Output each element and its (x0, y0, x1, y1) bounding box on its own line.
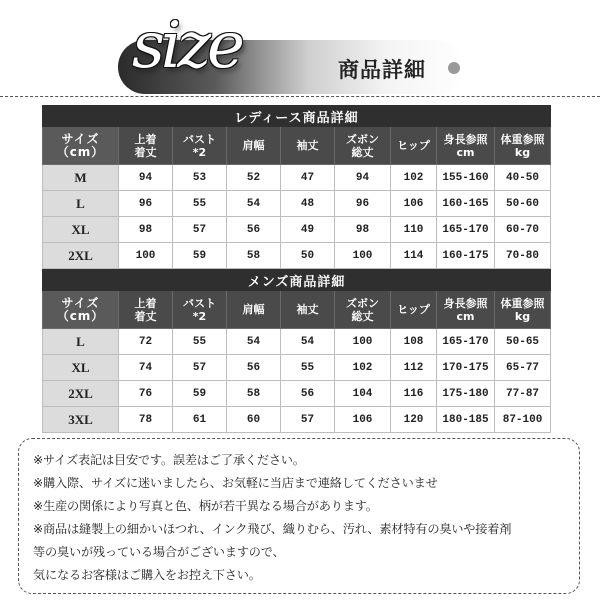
column-header-label: 身長参照 (443, 296, 488, 310)
size-label-cell: 3XL (43, 407, 119, 433)
column-header-size (43, 127, 119, 165)
table-cell: 87-100 (495, 407, 551, 433)
column-header (495, 127, 551, 165)
table-row (43, 165, 551, 191)
table-cell: 76 (119, 381, 173, 407)
table-cell: 106 (391, 191, 437, 217)
column-header-label: 肩幅 (242, 139, 265, 152)
table-cell: 53 (173, 165, 227, 191)
table-cell: 65-77 (495, 355, 551, 381)
column-header-label: kg (514, 145, 531, 159)
column-header (437, 127, 495, 165)
note-line: ※生産の関係により写真と色、柄が若干異なる場合があります。 (33, 499, 378, 513)
table-cell: 59 (173, 381, 227, 407)
note-line: 等の臭いが残っている場合がございますので、 (33, 545, 285, 559)
table-cell: 54 (227, 191, 281, 217)
size-label-cell: 2XL (43, 381, 119, 407)
column-header (119, 127, 173, 165)
column-header (391, 291, 437, 329)
table-cell: 98 (119, 217, 173, 243)
table-row (43, 217, 551, 243)
notes-box (18, 438, 580, 594)
column-header-label: バスト (183, 296, 216, 310)
size-label-cell: L (43, 329, 119, 355)
column-header-size (43, 291, 119, 329)
table-cell: 106 (335, 407, 391, 433)
table-cell: 120 (391, 407, 437, 433)
table-cell: 57 (173, 217, 227, 243)
table-row (43, 191, 551, 217)
column-header-label: 着丈 (134, 145, 157, 159)
table-cell: 56 (227, 217, 281, 243)
column-header-label: 身長参照 (443, 132, 488, 146)
table-cell: 61 (173, 407, 227, 433)
size-label-cell: XL (43, 355, 119, 381)
table-cell: 47 (281, 165, 335, 191)
column-header (437, 291, 495, 329)
table-cell: 114 (391, 243, 437, 269)
table-cell: 116 (391, 381, 437, 407)
table-cell: 74 (119, 355, 173, 381)
column-header-label: ズボン (346, 132, 379, 146)
page-title: 商品詳細 (338, 58, 426, 82)
mens-table-body (43, 329, 551, 433)
mens-size-table (42, 269, 551, 433)
column-header-label: 総丈 (351, 145, 374, 159)
table-cell: 48 (281, 191, 335, 217)
table-cell: 59 (173, 243, 227, 269)
column-header-label: kg (514, 309, 531, 323)
table-cell: 160-175 (437, 243, 495, 269)
table-cell: 100 (335, 329, 391, 355)
table-row (43, 329, 551, 355)
column-header-label: 肩幅 (242, 303, 265, 316)
table-cell: 170-175 (437, 355, 495, 381)
header-divider (0, 96, 600, 97)
column-header-label: ヒップ (397, 139, 430, 152)
ladies-header-row (43, 127, 551, 165)
column-header-label: *2 (192, 309, 207, 323)
table-cell: 110 (391, 217, 437, 243)
header (0, 0, 600, 100)
column-header (335, 127, 391, 165)
note-line: 気になるお客様はご購入をお控え下さい。 (33, 568, 261, 582)
table-row (43, 355, 551, 381)
table-cell: 72 (119, 329, 173, 355)
column-header (227, 291, 281, 329)
table-row (43, 243, 551, 269)
table-cell: 56 (281, 381, 335, 407)
column-header-label: サイズ (61, 295, 100, 310)
table-cell: 96 (335, 191, 391, 217)
column-header-label: cm (456, 145, 475, 159)
column-header-label: サイズ (61, 131, 100, 146)
table-cell: 52 (227, 165, 281, 191)
table-cell: 56 (227, 355, 281, 381)
table-cell: 102 (335, 355, 391, 381)
table-cell: 98 (335, 217, 391, 243)
column-header-label: バスト (183, 132, 216, 146)
note-line: ※サイズ表記は目安です。誤差はご了承ください。 (33, 453, 305, 467)
size-label-cell: XL (43, 217, 119, 243)
column-header-label: 着丈 (134, 309, 157, 323)
table-cell: 58 (227, 243, 281, 269)
table-cell: 50-65 (495, 329, 551, 355)
table-cell: 180-185 (437, 407, 495, 433)
table-cell: 165-170 (437, 217, 495, 243)
table-cell: 55 (281, 355, 335, 381)
table-cell: 58 (227, 381, 281, 407)
table-cell: 165-170 (437, 329, 495, 355)
column-header (281, 127, 335, 165)
table-cell: 60 (227, 407, 281, 433)
table-cell: 96 (119, 191, 173, 217)
note-line: ※購入際、サイズに迷いましたら、お気軽に当店まで連絡してくださいませ (33, 476, 438, 490)
bullet-dot-icon (448, 62, 460, 74)
table-cell: 49 (281, 217, 335, 243)
size-label-cell: L (43, 191, 119, 217)
size-script-logo: size (132, 9, 241, 83)
table-cell: 94 (119, 165, 173, 191)
mens-header-row (43, 291, 551, 329)
table-cell: 100 (119, 243, 173, 269)
column-header-label: （cm） (56, 308, 105, 323)
column-header (173, 127, 227, 165)
table-cell: 160-165 (437, 191, 495, 217)
table-cell: 155-160 (437, 165, 495, 191)
column-header (495, 291, 551, 329)
column-header-label: 体重参照 (500, 132, 545, 146)
table-cell: 94 (335, 165, 391, 191)
table-cell: 55 (173, 191, 227, 217)
column-header-label: 上着 (134, 132, 157, 146)
table-cell: 60-70 (495, 217, 551, 243)
column-header-label: 袖丈 (296, 303, 319, 316)
table-row (43, 381, 551, 407)
ladies-table-title: レディース商品詳細 (43, 106, 551, 127)
column-header-label: ヒップ (397, 303, 430, 316)
column-header-label: 体重参照 (500, 296, 545, 310)
table-cell: 77-87 (495, 381, 551, 407)
size-label-cell: 2XL (43, 243, 119, 269)
column-header-label: cm (456, 309, 475, 323)
column-header (119, 291, 173, 329)
table-row (43, 407, 551, 433)
column-header (335, 291, 391, 329)
column-header-label: ズボン (346, 296, 379, 310)
ladies-size-table (42, 105, 551, 269)
table-cell: 70-80 (495, 243, 551, 269)
size-label-cell: M (43, 165, 119, 191)
column-header-label: 袖丈 (296, 139, 319, 152)
column-header-label: 総丈 (351, 309, 374, 323)
table-cell: 102 (391, 165, 437, 191)
ladies-table-body (43, 165, 551, 269)
table-cell: 50-60 (495, 191, 551, 217)
table-cell: 78 (119, 407, 173, 433)
table-cell: 175-180 (437, 381, 495, 407)
table-cell: 57 (173, 355, 227, 381)
table-cell: 54 (281, 329, 335, 355)
table-cell: 55 (173, 329, 227, 355)
column-header-label: （cm） (56, 144, 105, 159)
column-header (391, 127, 437, 165)
table-cell: 100 (335, 243, 391, 269)
note-line: ※商品は縫製上の細かいほつれ、インク飛び、織りむら、汚れ、素材特有の臭いや接着剤 (33, 522, 512, 536)
column-header (227, 127, 281, 165)
table-cell: 40-50 (495, 165, 551, 191)
table-cell: 112 (391, 355, 437, 381)
table-cell: 57 (281, 407, 335, 433)
table-cell: 108 (391, 329, 437, 355)
column-header (281, 291, 335, 329)
table-cell: 104 (335, 381, 391, 407)
column-header (173, 291, 227, 329)
table-cell: 54 (227, 329, 281, 355)
mens-table-title: メンズ商品詳細 (43, 270, 551, 291)
table-cell: 50 (281, 243, 335, 269)
column-header-label: 上着 (134, 296, 157, 310)
column-header-label: *2 (192, 145, 207, 159)
